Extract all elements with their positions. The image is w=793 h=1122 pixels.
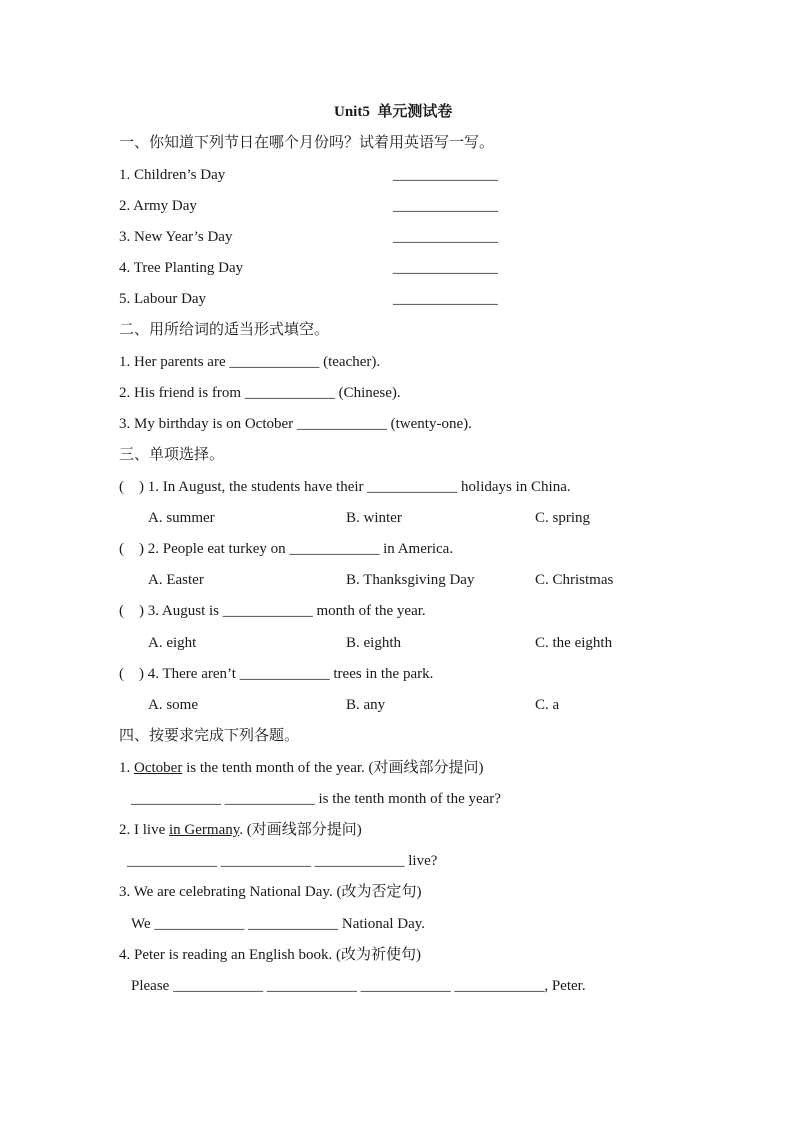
s3-q1-stem: ( ) 1. In August, the students have their ____________ holidays in China. — [119, 479, 571, 495]
s3-q2-stem: ( ) 2. People eat turkey on ____________ in America. — [119, 541, 454, 557]
page-title: Unit5 单元测试卷 — [334, 104, 453, 120]
s2-item-2: 2. His friend is from ____________ (Chinese). — [119, 385, 401, 401]
s4-q2-suffix: . (对画线部分提问) — [239, 822, 362, 838]
s1-item-4: 4. Tree Planting Day — [119, 260, 244, 276]
s3-q4-option-a: A. some — [148, 697, 198, 713]
s1-item-2: 2. Army Day — [119, 198, 197, 214]
s4-q3-answer: We ____________ ____________ National Day. — [131, 916, 426, 932]
s4-q1-underlined: October — [134, 760, 183, 776]
s4-q3: 3. We are celebrating National Day. (改为否定句) — [119, 884, 422, 900]
section-2-heading: 二、用所给词的适当形式填空。 — [119, 322, 330, 338]
s4-q2-prefix: 2. I live — [119, 822, 169, 838]
section-1-heading: 一、你知道下列节日在哪个月份吗？试着用英语写一写。 — [119, 135, 495, 151]
s2-item-3: 3. My birthday is on October ____________ (twenty-one). — [119, 416, 472, 432]
s3-q4-stem: ( ) 4. There aren’t ____________ trees in the park. — [119, 666, 434, 682]
s1-item-5: 5. Labour Day — [119, 291, 207, 307]
s2-item-1: 1. Her parents are ____________ (teacher). — [119, 354, 381, 370]
section-4-heading: 四、按要求完成下列各题。 — [119, 728, 300, 744]
s3-q1-option-a: A. summer — [148, 510, 215, 526]
s1-blank-2: ______________ — [393, 198, 498, 214]
s3-q3-option-b: B. eighth — [346, 635, 401, 651]
s1-blank-4: ______________ — [393, 260, 498, 276]
s3-q3-stem: ( ) 3. August is ____________ month of the year. — [119, 603, 426, 619]
s1-item-3: 3. New Year’s Day — [119, 229, 233, 245]
s1-blank-1: ______________ — [393, 167, 498, 183]
s3-q4-option-b: B. any — [346, 697, 386, 713]
s3-q1-option-b: B. winter — [346, 510, 402, 526]
s3-q3-option-c: C. the eighth — [535, 635, 613, 651]
s4-q1 — [119, 759, 484, 777]
section-3-heading: 三、单项选择。 — [119, 447, 225, 463]
s4-q2-answer: ____________ ____________ ____________ live? — [127, 853, 438, 869]
s3-q3-option-a: A. eight — [148, 635, 197, 651]
s3-q2-option-a: A. Easter — [148, 572, 204, 588]
s3-q4-option-c: C. a — [535, 697, 560, 713]
s4-q4-answer: Please ____________ ____________ ____________ ____________, Peter. — [131, 978, 586, 994]
s1-blank-5: ______________ — [393, 291, 498, 307]
s4-q4: 4. Peter is reading an English book. (改为祈使句) — [119, 947, 422, 963]
s4-q1-suffix: is the tenth month of the year. (对画线部分提问) — [182, 760, 484, 776]
s4-q1-answer: ____________ ____________ is the tenth month of the year? — [131, 791, 501, 807]
s1-item-1: 1. Children’s Day — [119, 167, 226, 183]
s1-blank-3: ______________ — [393, 229, 498, 245]
s3-q2-option-c: C. Christmas — [535, 572, 614, 588]
s4-q1-prefix: 1. — [119, 760, 134, 776]
s3-q1-option-c: C. spring — [535, 510, 591, 526]
s4-q2 — [119, 821, 362, 839]
s4-q2-underlined: in Germany — [169, 822, 240, 838]
s3-q2-option-b: B. Thanksgiving Day — [346, 572, 475, 588]
